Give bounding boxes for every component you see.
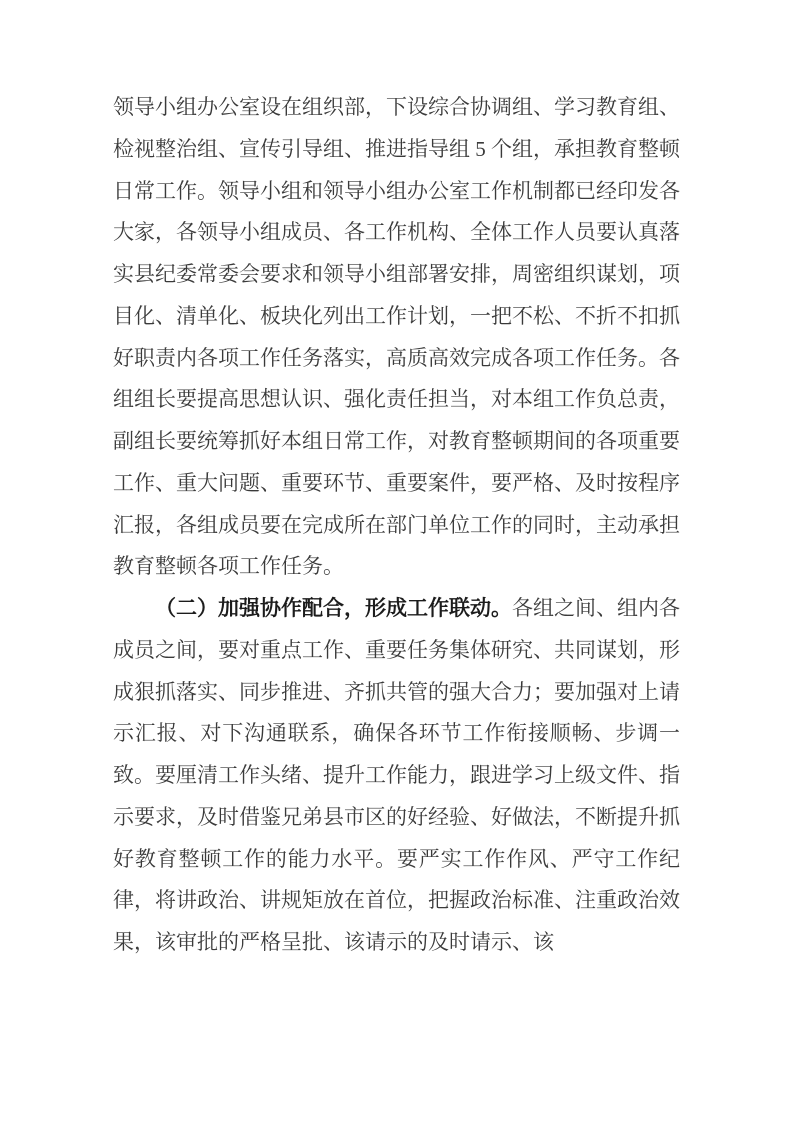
body-text-run: 各组之间、组内各成员之间，要对重点工作、重要任务集体研究、共同谋划，形成狠抓落实、同步推进、齐抓共管的强大合力；要加强对上请示汇报、对下沟通联系，确保各环节工作衔接顺畅、步调一致。要厘清工作头绪、提升工作能力，跟进学习上级文件、指示要求，及时借鉴兄弟县市区的好经验、好做法，不断提升抓好教育整顿工作的能力水平。要严实工作作风、严守工作纪律，将讲政治、讲规矩放在首位，把握政治标准、注重政治效果，该审批的严格呈批、该请示的及时请示、该 xyxy=(113,596,680,954)
section-heading-run: （二）加强协作配合，形成工作联动。 xyxy=(155,596,512,620)
paragraph-continuation xyxy=(113,87,680,588)
body-text-run: 领导小组办公室设在组织部，下设综合协调组、学习教育组、检视整治组、宣传引导组、推进指导组 5 个组，承担教育整顿日常工作。领导小组和领导小组办公室工作机制都已经印发各大家，各领导小组成员、各工作机构、全体工作人员要认真落实县纪委常委会要求和领导小组部署安排，周密组织谋划，项目化、清单化、板块化列出工作计划，一把不松、不折不扣抓好职责内各项工作任务落实，高质高效完成各项工作任务。各组组长要提高思想认识、强化责任担当，对本组工作负总责，副组长要统筹抓好本组日常工作，对教育整顿期间的各项重要工作、重大问题、重要环节、重要案件，要严格、及时按程序汇报，各组成员要在完成所在部门单位工作的同时，主动承担教育整顿各项工作任务。 xyxy=(113,95,680,579)
paragraph-section-two xyxy=(113,588,680,964)
